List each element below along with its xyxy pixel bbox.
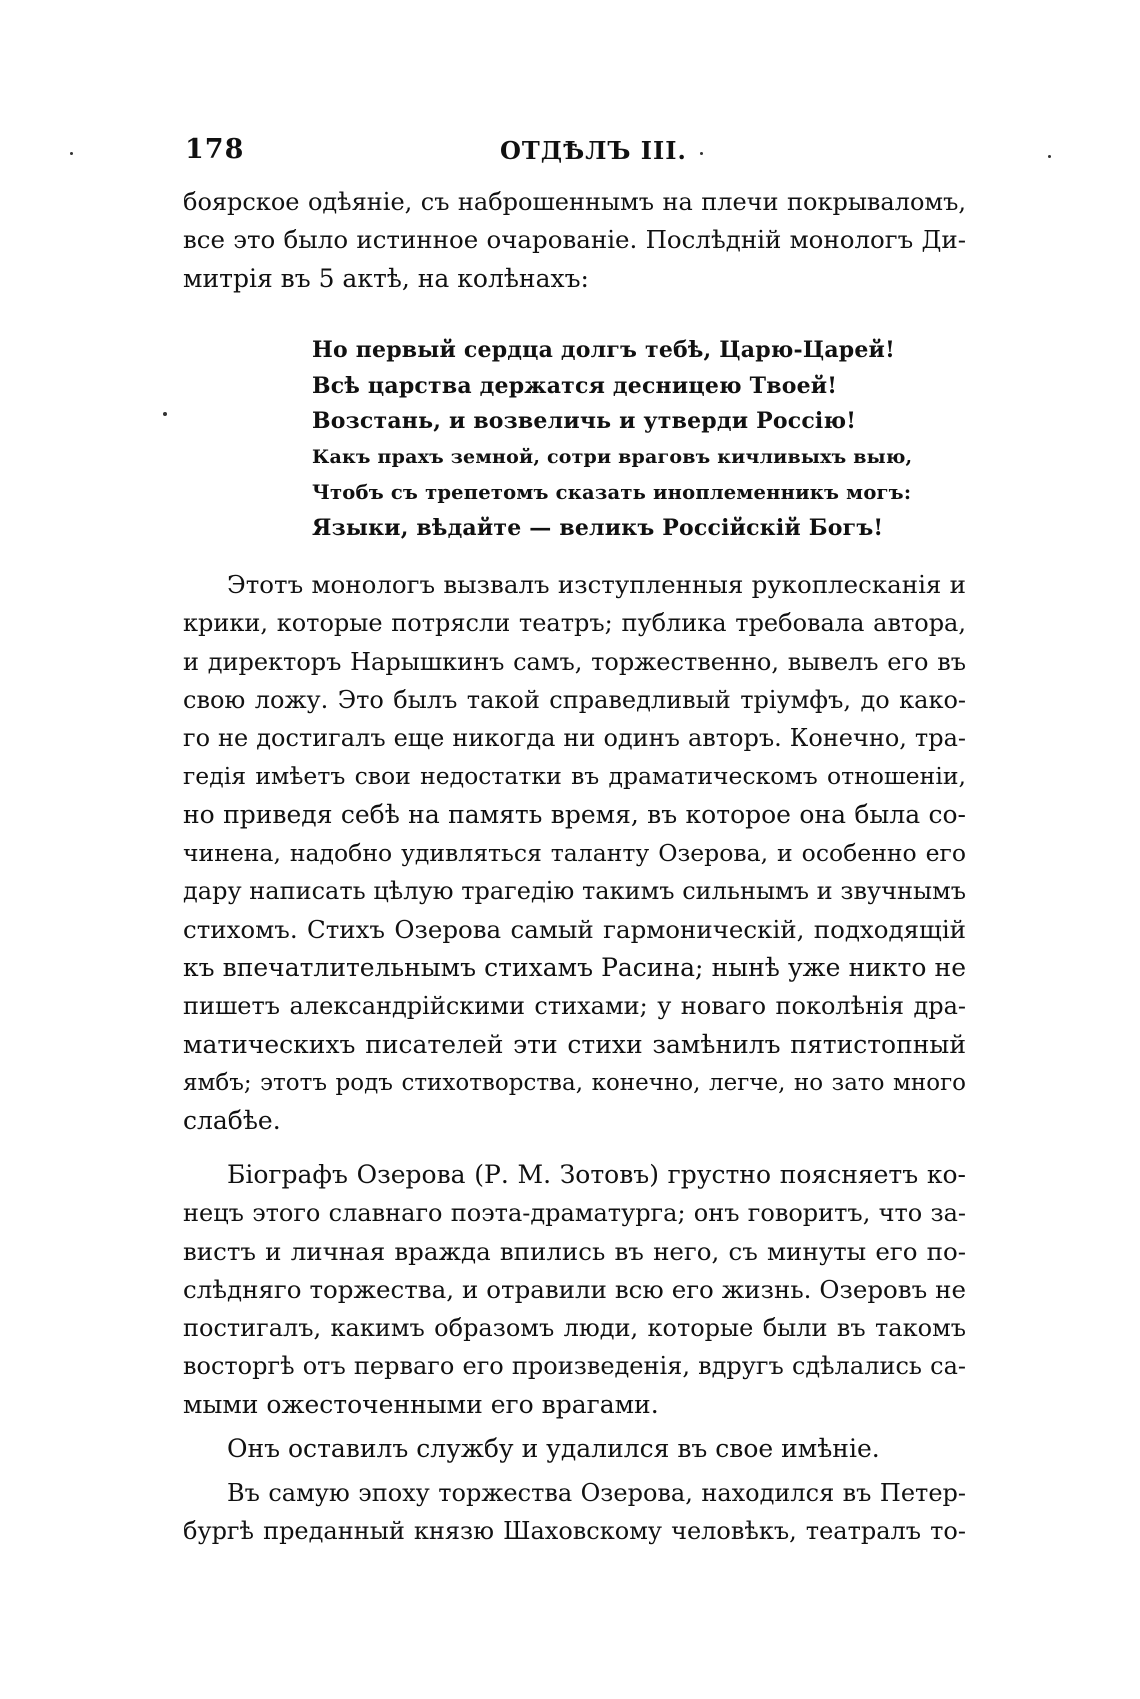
paragraph <box>183 1474 966 1551</box>
text-line: Этотъ монологъ вызвалъ изступленныя рукоплесканія и <box>227 570 966 599</box>
text-line: вистъ и личная вражда впились въ него, съ минуты его по- <box>183 1236 966 1266</box>
text-line: пишетъ александрійскими стихами; у новаго поколѣнія дра- <box>183 992 966 1021</box>
text-line: гедія имѣетъ свои недостатки въ драматическомъ отношеніи, <box>183 762 966 791</box>
text-line: ямбъ; этотъ родъ стихотворства, конечно, легче, но зато много <box>183 1069 966 1096</box>
text-line: чинена, надобно удивляться таланту Озерова, и особенно его <box>183 839 966 868</box>
text-line: митрія въ 5 актѣ, на колѣнахъ: <box>183 263 589 293</box>
text-line: дару написать цѣлую трагедію такимъ сильнымъ и звучнымъ <box>183 877 966 906</box>
text-line: къ впечатлительнымъ стихамъ Расина; нынѣ уже никто не <box>183 952 966 982</box>
text-line: слѣдняго торжества, и отравили всю его жизнь. Озеровъ не <box>183 1274 966 1304</box>
running-head: ОТДѢЛЪ III. <box>500 136 687 165</box>
text-line: свою ложу. Это былъ такой справедливый тріумфъ, до како- <box>183 685 966 714</box>
verse-quotation <box>312 333 922 546</box>
verse-line: Языки, вѣдайте — великъ Россійскій Богъ! <box>312 514 884 541</box>
text-line: бургѣ преданный князю Шаховскому человѣкъ, театралъ то- <box>183 1517 966 1546</box>
scan-speck <box>163 412 167 416</box>
text-line: постигалъ, какимъ образомъ люди, которые были въ такомъ <box>183 1314 966 1343</box>
text-line: матическихъ писателей эти стихи замѣнилъ пятистопный <box>183 1029 966 1059</box>
verse-line: Возстань, и возвеличь и утверди Россію! <box>312 408 857 434</box>
text-line: нецъ этого славнаго поэта-драматурга; онъ говоритъ, что за- <box>183 1199 966 1228</box>
text-line: слабѣе. <box>183 1106 281 1136</box>
text-line: крики, которые потрясли театръ; публика требовала автора, <box>183 609 966 638</box>
intro-text <box>183 183 966 298</box>
paragraph <box>183 1430 966 1468</box>
text-line: все это было истинное очарованіе. Послѣдній монологъ Ди- <box>183 225 966 255</box>
verse-line: Всѣ царства держатся десницею Твоей! <box>312 372 838 399</box>
scan-speck <box>700 152 703 155</box>
verse-line: Чтобъ съ трепетомъ сказать иноплеменникъ могъ: <box>312 481 912 504</box>
text-line: мыми ожесточенными его врагами. <box>183 1389 659 1419</box>
text-line: Онъ оставилъ службу и удалился въ свое имѣніе. <box>227 1434 880 1463</box>
text-line: го не достигалъ еще никогда ни одинъ авторъ. Конечно, тра- <box>183 724 966 753</box>
text-line: но приведя себѣ на память время, въ которое она была со- <box>183 799 966 829</box>
paragraph <box>183 1156 966 1424</box>
text-line: Въ самую эпоху торжества Озерова, находился въ Петер- <box>227 1479 966 1507</box>
page-header <box>185 134 965 174</box>
verse-line: Какъ прахъ земной, сотри враговъ кичливыхъ выю, <box>312 445 913 468</box>
page-number: 178 <box>185 134 245 165</box>
text-line: восторгѣ отъ перваго его произведенія, вдругъ сдѣлались са- <box>183 1352 966 1381</box>
text-line: стихомъ. Стихъ Озерова самый гармоническій, подходящій <box>183 914 966 944</box>
scan-speck <box>1048 155 1051 158</box>
verse-line: Но первый сердца долгъ тебѣ, Царю-Царей! <box>312 337 895 363</box>
paragraph <box>183 566 966 1140</box>
text-line: боярское одѣяніе, съ наброшеннымъ на плечи покрываломъ, <box>183 188 966 216</box>
text-line: Біографъ Озерова (Р. М. Зотовъ) грустно поясняетъ ко- <box>227 1160 966 1189</box>
text-line: и директоръ Нарышкинъ самъ, торжественно, вывелъ его въ <box>183 647 966 676</box>
scan-speck <box>70 152 73 155</box>
